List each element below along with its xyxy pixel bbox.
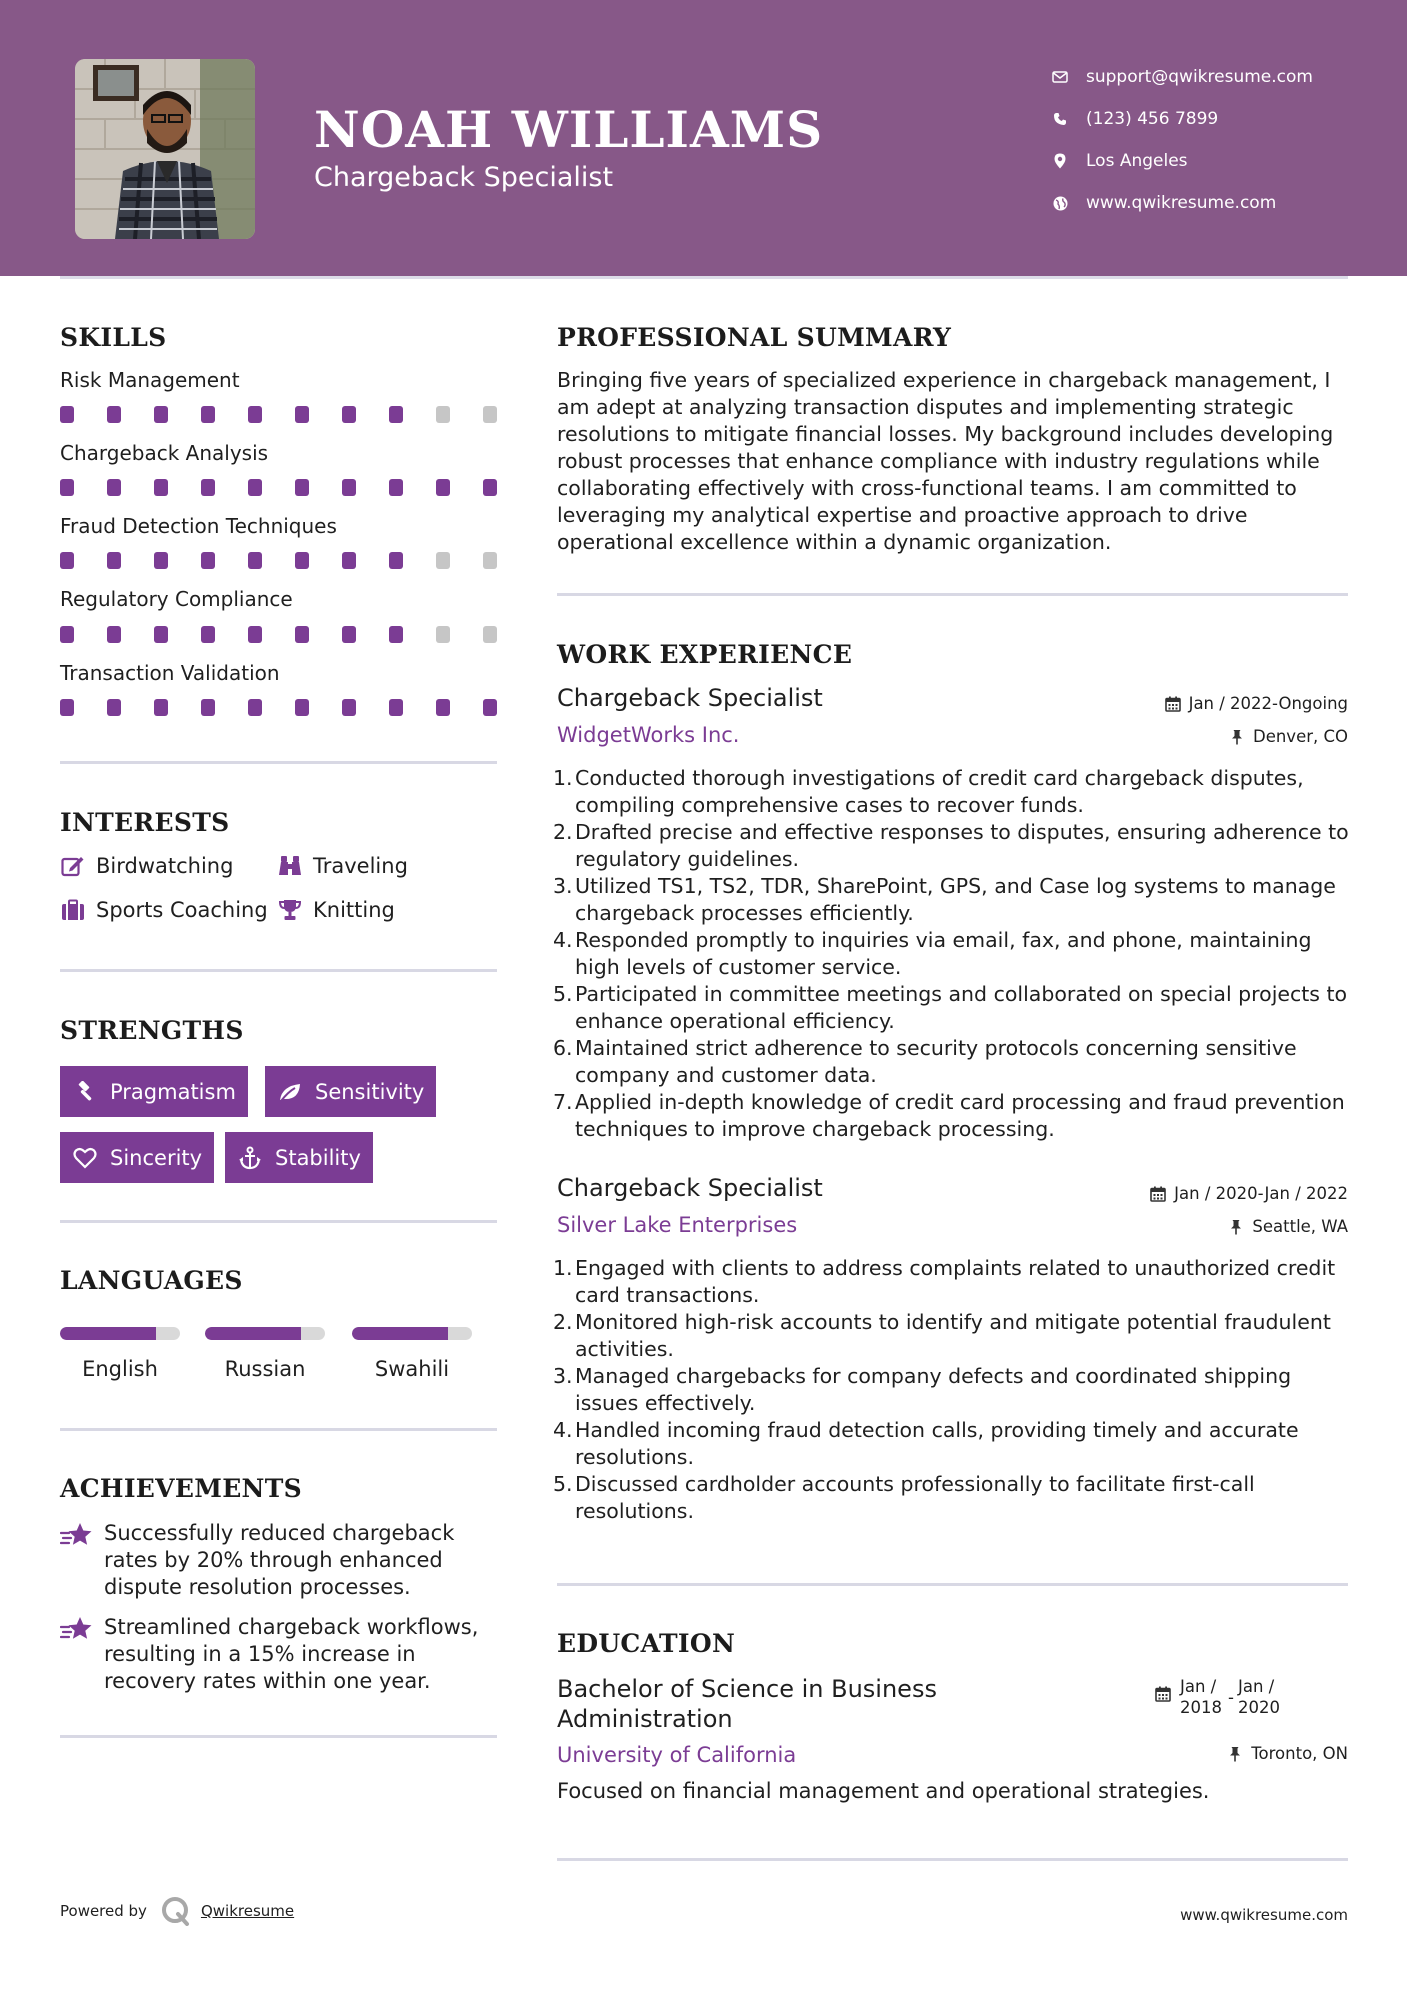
section-divider <box>60 969 497 972</box>
heart-icon <box>72 1145 98 1171</box>
education-start-line1: Jan / <box>1180 1677 1217 1696</box>
job-location <box>1227 1217 1348 1236</box>
job-duty-number: 1. <box>553 1256 573 1280</box>
strength-chip <box>225 1132 373 1183</box>
job-duty-text: Handled incoming fraud detection calls, providing timely and accurate resolutions. <box>575 1418 1299 1469</box>
job-duty <box>553 1417 1357 1471</box>
skill-dot-filled <box>295 406 309 423</box>
job-duty-number: 2. <box>553 820 573 844</box>
achievement-item <box>60 1520 500 1601</box>
job-duty <box>553 1363 1357 1417</box>
education-date-separator: - <box>1228 1688 1234 1707</box>
contact-list <box>1050 56 1313 224</box>
language-name: English <box>82 1357 158 1381</box>
phone-icon <box>1050 109 1070 129</box>
section-divider <box>60 761 497 764</box>
skill-dot-filled <box>248 552 262 569</box>
strength-chip <box>60 1066 248 1117</box>
skill-dot-filled <box>201 626 215 643</box>
skill-dot-empty <box>483 406 497 423</box>
pushpin-icon <box>1228 728 1246 746</box>
contact-location-text: Los Angeles <box>1086 151 1188 171</box>
calendar-icon <box>1155 1686 1173 1704</box>
calendar-icon <box>1149 1185 1167 1203</box>
skills-heading: SKILLS <box>60 323 167 352</box>
education-note: Focused on financial management and operational strategies. <box>557 1779 1210 1803</box>
job-duty-text: Managed chargebacks for company defects and coordinated shipping issues effectively. <box>575 1364 1292 1415</box>
skill-dot-filled <box>342 552 356 569</box>
interest-label: Traveling <box>313 854 408 878</box>
shooting-star-icon <box>60 1614 94 1644</box>
interest-item <box>60 897 268 923</box>
summary-text: Bringing five years of specialized experience in chargeback management, I am adept at analyzing transaction disputes and implementing strategic resolutions to mitigate financial losses. My background includes developing robust processes that enhance compliance with industry regulations while collaborating effectively with cross-functional teams. I am committed to leveraging my analytical expertise and proactive approach to drive operational excellence within a dynamic organization. <box>557 368 1334 554</box>
contact-email[interactable] <box>1050 56 1313 98</box>
language-level-fill <box>60 1327 156 1340</box>
pushpin-icon <box>1226 1745 1244 1763</box>
achievement-text: Streamlined chargeback workflows, resulting in a 15% increase in recovery rates within one year. <box>104 1615 479 1693</box>
contact-location <box>1050 140 1313 182</box>
achievement-item <box>60 1614 500 1695</box>
skill-dot-filled <box>389 626 403 643</box>
skill-dot-filled <box>201 479 215 496</box>
skill-dot-filled <box>60 479 74 496</box>
strength-label: Stability <box>275 1145 361 1170</box>
skill-rating <box>60 479 530 496</box>
summary-heading: PROFESSIONAL SUMMARY <box>557 323 952 352</box>
skill-dot-filled <box>201 552 215 569</box>
candidate-title: Chargeback Specialist <box>314 162 614 193</box>
candidate-name: NOAH WILLIAMS <box>314 100 824 159</box>
map-pin-icon <box>1050 151 1070 171</box>
skill-dot-filled <box>389 552 403 569</box>
job-duty-number: 4. <box>553 1418 573 1442</box>
job-dates-text: Jan / 2022-Ongoing <box>1188 694 1348 713</box>
skill-dot-filled <box>389 406 403 423</box>
skill-dot-filled <box>60 626 74 643</box>
education-location-text: Toronto, ON <box>1251 1744 1348 1763</box>
gavel-icon <box>72 1079 98 1105</box>
skill-dot-filled <box>342 699 356 716</box>
interest-label: Birdwatching <box>96 854 234 878</box>
shooting-star-icon <box>60 1520 94 1550</box>
language-level-bar <box>352 1327 472 1340</box>
job-location <box>1228 727 1348 746</box>
job-duty-number: 2. <box>553 1310 573 1334</box>
job-duty-number: 3. <box>553 1364 573 1388</box>
skill-dot-filled <box>154 406 168 423</box>
skill-dot-filled <box>107 552 121 569</box>
skill-dot-filled <box>60 699 74 716</box>
section-divider <box>60 1428 497 1431</box>
skill-dot-filled <box>483 479 497 496</box>
section-divider <box>60 1735 497 1738</box>
strength-label: Pragmatism <box>110 1079 236 1104</box>
job-role: Chargeback Specialist <box>557 684 823 712</box>
contact-email-text: support@qwikresume.com <box>1086 67 1313 87</box>
skill-dot-filled <box>342 626 356 643</box>
header-divider <box>60 276 1348 279</box>
language-level-bar <box>205 1327 325 1340</box>
skill-dot-filled <box>60 552 74 569</box>
skill-dot-filled <box>248 699 262 716</box>
skill-dot-filled <box>295 479 309 496</box>
job-duty-number: 3. <box>553 874 573 898</box>
strength-chip <box>60 1132 214 1183</box>
powered-by-label: Powered by <box>60 1902 147 1920</box>
experience-heading: WORK EXPERIENCE <box>557 640 853 669</box>
job-duty <box>553 873 1357 927</box>
job-duty <box>553 1089 1357 1143</box>
skill-dot-filled <box>201 699 215 716</box>
education-heading: EDUCATION <box>557 1629 736 1658</box>
job-duty <box>553 1255 1357 1309</box>
language-level-fill <box>352 1327 448 1340</box>
job-duty <box>553 819 1357 873</box>
strengths-heading: STRENGTHS <box>60 1016 244 1045</box>
job-duty-text: Maintained strict adherence to security protocols concerning sensitive company and customer data. <box>575 1036 1297 1087</box>
job-duty-text: Engaged with clients to address complaints related to unauthorized credit card transactions. <box>575 1256 1336 1307</box>
contact-phone[interactable] <box>1050 98 1313 140</box>
skill-dot-filled <box>248 626 262 643</box>
job-location-text: Seattle, WA <box>1252 1217 1348 1236</box>
education-degree: Bachelor of Science in Business Administration <box>557 1675 937 1733</box>
education-school: University of California <box>557 1743 797 1767</box>
footer-powered-by <box>60 1896 294 1926</box>
skill-dot-empty <box>436 626 450 643</box>
strength-label: Sincerity <box>110 1145 203 1170</box>
skill-dot-empty <box>436 406 450 423</box>
skill-dot-filled <box>295 552 309 569</box>
resume-header <box>0 0 1407 276</box>
job-duty <box>553 1471 1357 1525</box>
skill-dot-empty <box>436 552 450 569</box>
interest-item <box>277 853 408 879</box>
calendar-icon <box>1164 695 1182 713</box>
job-duty-text: Applied in-depth knowledge of credit card processing and fraud prevention techniques to improve chargeback processing. <box>575 1090 1345 1141</box>
skill-name: Risk Management <box>60 368 240 392</box>
job-company: Silver Lake Enterprises <box>557 1213 798 1237</box>
trophy-icon <box>277 897 303 923</box>
skill-name: Regulatory Compliance <box>60 587 293 611</box>
contact-phone-text: (123) 456 7899 <box>1086 109 1219 129</box>
language-name: Swahili <box>374 1357 450 1381</box>
briefcase-icon <box>60 897 86 923</box>
section-divider <box>557 1583 1348 1586</box>
skill-dot-filled <box>201 406 215 423</box>
qwikresume-logo-icon <box>161 1896 191 1926</box>
skill-dot-empty <box>483 626 497 643</box>
job-duty-text: Conducted thorough investigations of credit card chargeback disputes, compiling comprehensive cases to recover funds. <box>575 766 1304 817</box>
leaf-icon <box>277 1079 303 1105</box>
education-dates <box>1155 1676 1286 1718</box>
job-duties-list <box>553 765 1357 1143</box>
job-duty <box>553 1035 1357 1089</box>
education-location <box>1226 1744 1348 1763</box>
achievement-text: Successfully reduced chargeback rates by 20% through enhanced dispute resolution processes. <box>104 1521 455 1599</box>
job-duty-text: Monitored high-risk accounts to identify and mitigate potential fraudulent activities. <box>575 1310 1331 1361</box>
skill-dot-filled <box>389 699 403 716</box>
language-level-bar <box>60 1327 180 1340</box>
section-divider <box>557 593 1348 596</box>
job-duty-text: Participated in committee meetings and collaborated on special projects to enhance operational efficiency. <box>575 982 1348 1033</box>
skill-rating <box>60 406 530 423</box>
footer-url[interactable]: www.qwikresume.com <box>1180 1906 1348 1924</box>
language-level-fill <box>205 1327 301 1340</box>
job-duty <box>553 927 1357 981</box>
skill-name: Transaction Validation <box>60 661 280 685</box>
section-divider <box>60 1220 497 1223</box>
skill-dot-filled <box>248 406 262 423</box>
skill-dot-filled <box>107 406 121 423</box>
skill-dot-filled <box>389 479 403 496</box>
languages-heading: LANGUAGES <box>60 1266 243 1295</box>
globe-icon <box>1050 193 1070 213</box>
education-end-line2: 2020 <box>1238 1698 1280 1717</box>
interest-item <box>277 897 395 923</box>
job-duty-number: 5. <box>553 982 573 1006</box>
skill-dot-filled <box>248 479 262 496</box>
education-start-date <box>1180 1676 1228 1718</box>
contact-website-text: www.qwikresume.com <box>1086 193 1277 213</box>
skill-dot-filled <box>483 699 497 716</box>
section-divider <box>557 1858 1348 1861</box>
skill-dot-filled <box>342 406 356 423</box>
job-role: Chargeback Specialist <box>557 1174 823 1202</box>
skill-name: Fraud Detection Techniques <box>60 514 337 538</box>
anchor-icon <box>237 1145 263 1171</box>
job-duty-text: Responded promptly to inquiries via email, fax, and phone, maintaining high levels of customer service. <box>575 928 1312 979</box>
job-dates <box>1149 1184 1348 1203</box>
skill-name: Chargeback Analysis <box>60 441 269 465</box>
skill-dot-filled <box>295 626 309 643</box>
achievements-heading: ACHIEVEMENTS <box>60 1474 302 1503</box>
skill-rating <box>60 626 530 643</box>
job-duty-number: 4. <box>553 928 573 952</box>
skill-dot-filled <box>107 479 121 496</box>
strength-label: Sensitivity <box>315 1079 425 1104</box>
skill-dot-filled <box>295 699 309 716</box>
job-dates-text: Jan / 2020-Jan / 2022 <box>1174 1184 1348 1203</box>
job-duty <box>553 765 1357 819</box>
skill-dot-filled <box>154 699 168 716</box>
skill-dot-empty <box>483 552 497 569</box>
skill-dot-filled <box>436 699 450 716</box>
job-duty-number: 1. <box>553 766 573 790</box>
job-location-text: Denver, CO <box>1252 727 1348 746</box>
job-dates <box>1164 694 1348 713</box>
skill-dot-filled <box>342 479 356 496</box>
binoculars-icon <box>277 853 303 879</box>
skill-dot-filled <box>107 626 121 643</box>
profile-photo <box>75 59 255 239</box>
qwikresume-link[interactable]: Qwikresume <box>200 1902 295 1920</box>
job-duty-number: 5. <box>553 1472 573 1496</box>
skill-dot-filled <box>107 699 121 716</box>
interest-item <box>60 853 233 879</box>
job-duty <box>553 1309 1357 1363</box>
contact-website[interactable] <box>1050 182 1313 224</box>
skill-dot-filled <box>60 406 74 423</box>
job-duty-text: Discussed cardholder accounts professionally to facilitate first-call resolutions. <box>575 1472 1255 1523</box>
pencil-square-icon <box>60 853 86 879</box>
job-duty-text: Drafted precise and effective responses to disputes, ensuring adherence to regulatory guidelines. <box>575 820 1349 871</box>
job-duty-text: Utilized TS1, TS2, TDR, SharePoint, GPS, and Case log systems to manage chargeback processes efficiently. <box>575 874 1336 925</box>
job-duty <box>553 981 1357 1035</box>
interests-heading: INTERESTS <box>60 808 230 837</box>
job-company: WidgetWorks Inc. <box>557 723 740 747</box>
skill-dot-filled <box>154 626 168 643</box>
interest-label: Sports Coaching <box>96 898 268 922</box>
job-duty-number: 6. <box>553 1036 573 1060</box>
job-duty-number: 7. <box>553 1090 573 1114</box>
pushpin-icon <box>1227 1218 1245 1236</box>
envelope-icon <box>1050 67 1070 87</box>
education-start-line2: 2018 <box>1180 1698 1222 1717</box>
education-end-date <box>1238 1676 1286 1718</box>
strength-chip <box>265 1066 436 1117</box>
skill-dot-filled <box>436 479 450 496</box>
interest-label: Knitting <box>313 898 395 922</box>
education-end-line1: Jan / <box>1238 1677 1275 1696</box>
skill-dot-filled <box>154 552 168 569</box>
skill-dot-filled <box>154 479 168 496</box>
skill-rating <box>60 552 530 569</box>
skill-rating <box>60 699 530 716</box>
job-duties-list <box>553 1255 1357 1525</box>
language-name: Russian <box>224 1357 306 1381</box>
